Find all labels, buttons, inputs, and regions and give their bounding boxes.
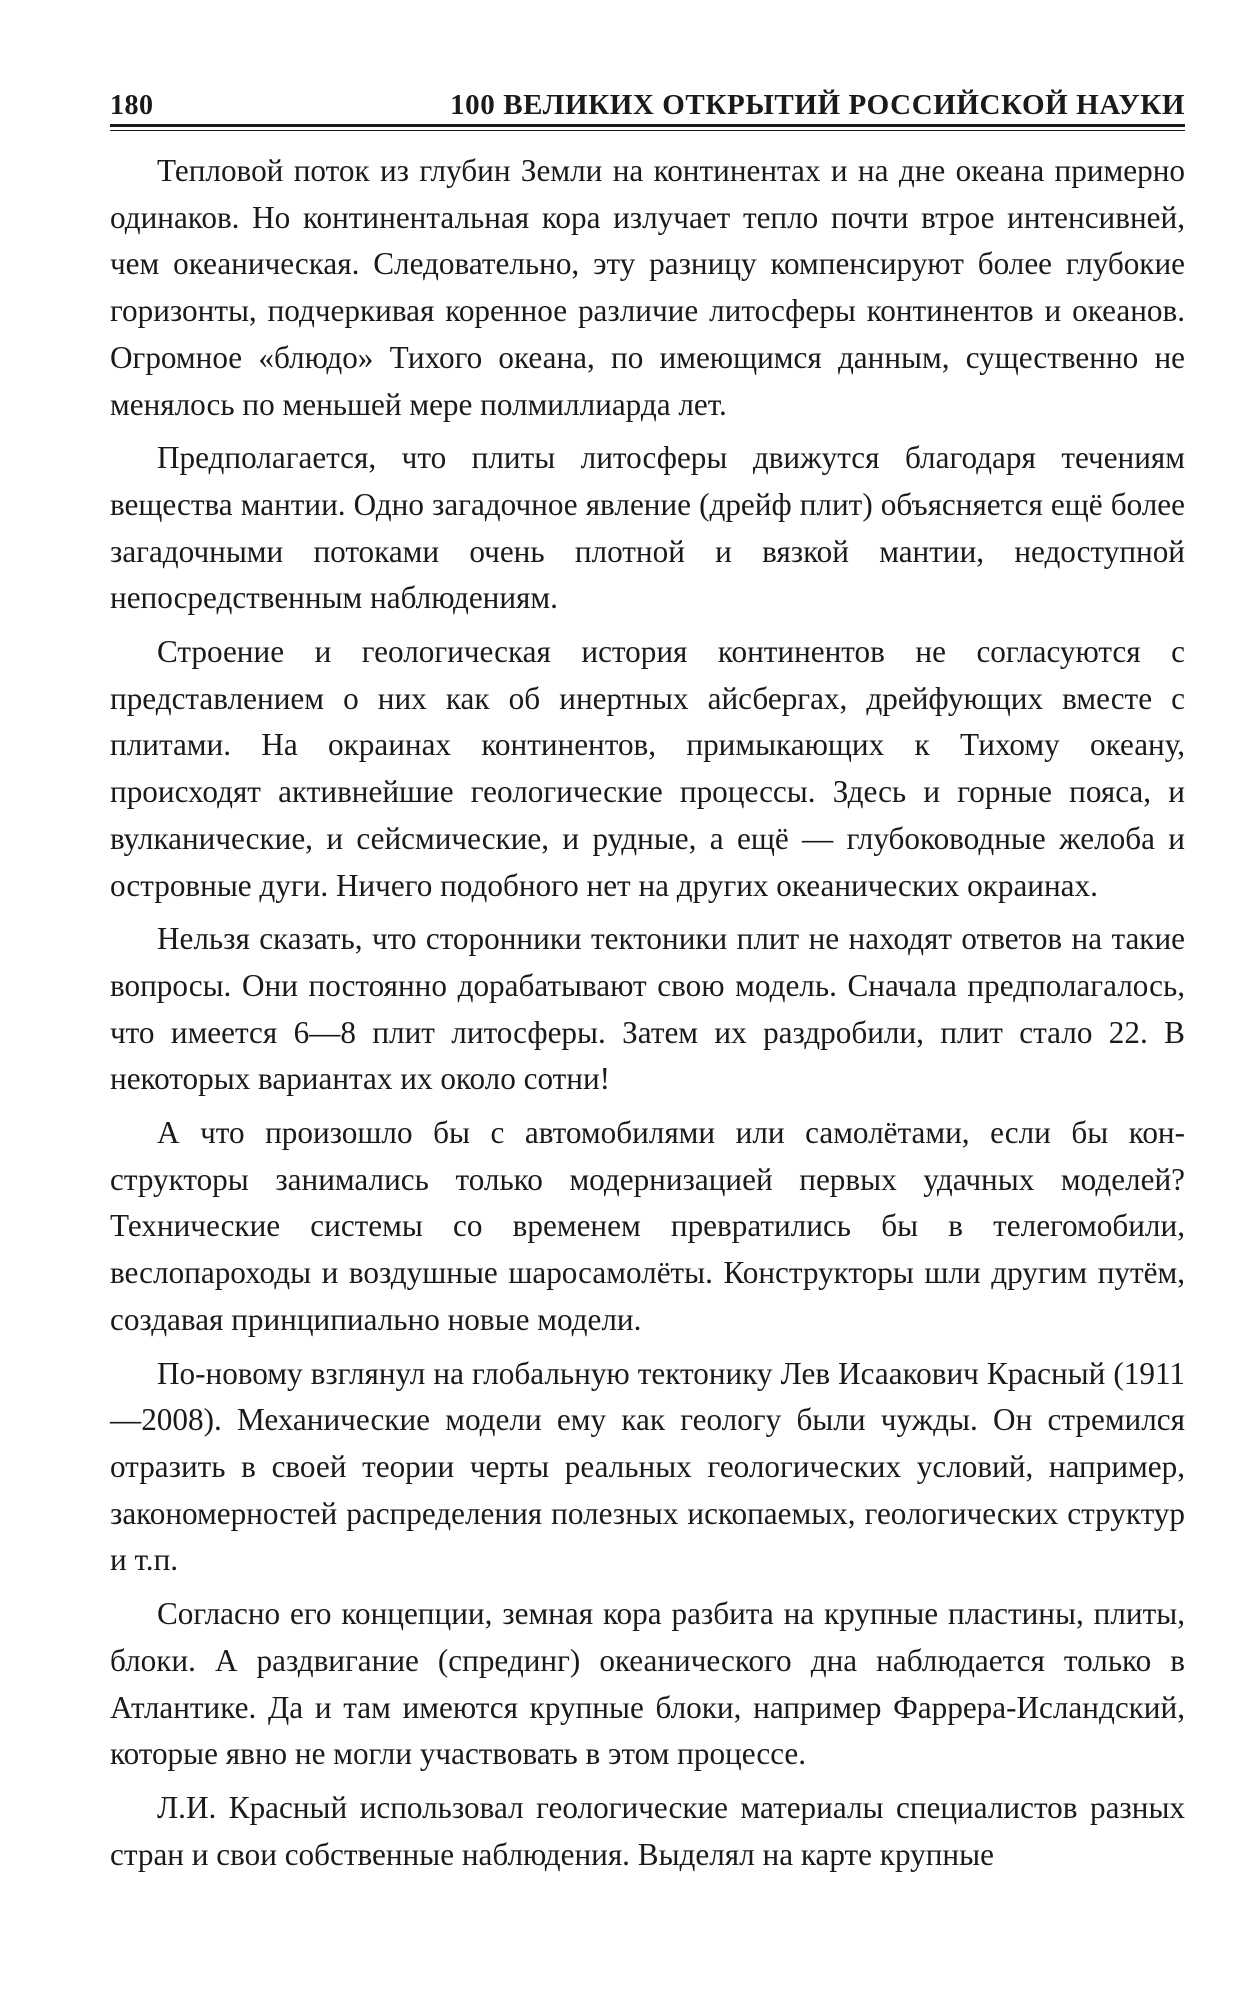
running-head xyxy=(110,78,1185,122)
paragraph-6: По-новому взглянул на глобальную тектонику Лев Исаакович Красный (1911—2008). Механические модели ему как геологу были чужды. Он стремился отразить в своей теории черты реальных геологических условий, например, закономерностей распределения полезных ископаемых, геологических структур и т.п. xyxy=(110,1355,1185,1578)
body-text xyxy=(110,148,1185,1885)
paragraph-5: А что произошло бы с автомобилями или самолётами, если бы конструкторы занимались только модернизацией первых удачных моделей? Технические системы со временем превратились бы в телегомобили, веслопароходы и воздушные шаросамолёты. Конструкторы шли другим путём, создавая принципиально новые модели. xyxy=(110,1115,1185,1337)
paragraph-3: Строение и геологическая история континентов не согласуются с представлением о них как об инертных айсбергах, дрейфующих вместе с плитами. На окраинах континентов, примыкающих к Тихому океану, происходят активнейшие геологические процессы. Здесь и горные пояса, и вулканические, и сейсмические, и рудные, а ещё — глубоководные желоба и островные дуги. Ничего подобного нет на других океанических окраинах. xyxy=(110,634,1185,903)
paragraph-2: Предполагается, что плиты литосферы движутся благодаря течениям вещества мантии. Одно загадочное явление (дрейф плит) объясняется ещё более загадочными потоками очень плотной и вязкой мантии, недоступной непосредственным наблюдениям. xyxy=(110,440,1185,616)
paragraph-4: Нельзя сказать, что сторонники тектоники плит не находят ответов на такие вопросы. Они постоянно дорабатывают свою модель. Сначала предполагалось, что имеется 6—8 плит литосферы. Затем их раздробили, плит стало 22. В некоторых вариантах их около сотни! xyxy=(110,921,1185,1097)
paragraph-8: Л.И. Красный использовал геологические материалы специалистов разных стран и свои собственные наблюдения. Выделял на карте крупные xyxy=(110,1789,1185,1872)
book-title: 100 ВЕЛИКИХ ОТКРЫТИЙ РОССИЙСКОЙ НАУКИ xyxy=(450,89,1185,121)
page-number: 180 xyxy=(110,90,154,121)
paragraph-1: Тепловой поток из глубин Земли на континентах и на дне океана примерно одинаков. Но континентальная кора излучает тепло почти втрое интенсивней, чем океаническая. Следовательно, эту разницу компенсируют более глубокие горизонты, подчеркивая коренное различие литосферы континентов и океанов. Огромное «блюдо» Тихого океана, по имеющимся данным, существенно не менялось по меньшей мере полмиллиарда лет. xyxy=(110,153,1185,422)
paragraph-7: Согласно его концепции, земная кора разбита на крупные пластины, плиты, блоки. А раздвигание (спрединг) океанического дна наблюдается только в Атлантике. Да и там имеются крупные блоки, например Фаррера-Исландский, которые явно не могли участвовать в этом процессе. xyxy=(110,1596,1185,1772)
header-rule-thick xyxy=(110,124,1185,127)
header-rule-thin xyxy=(110,130,1185,131)
